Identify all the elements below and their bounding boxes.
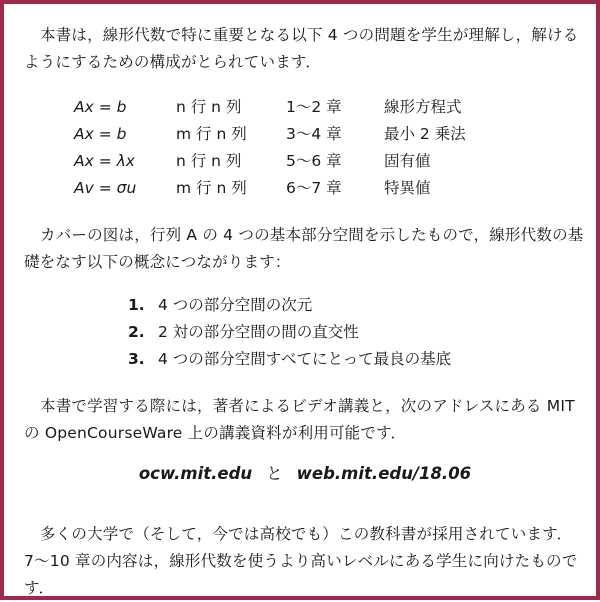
course-url: web.mit.edu/18.06 — [296, 464, 472, 483]
url-conjunction: と — [266, 464, 283, 483]
problem-row — [24, 175, 586, 202]
intro-paragraph — [24, 22, 586, 76]
list-number: 2. — [128, 323, 145, 341]
concepts-list — [128, 292, 451, 373]
problem-matrix-size: m 行 n 列 — [176, 179, 247, 197]
problem-topic: 最小 2 乗法 — [384, 125, 466, 143]
intro-text: 本書は，線形代数で特に重要となる以下 4 つの問題を学生が理解し，解けるようにするための構成がとられています． — [24, 26, 579, 71]
problem-equation: Av = σu — [74, 179, 137, 197]
lectures-text: 本書で学習する際には，著者によるビデオ講義と，次のアドレスにある MIT の OpenCourseWare 上の講義資料が利用可能です． — [24, 397, 575, 442]
problem-matrix-size: m 行 n 列 — [176, 125, 247, 143]
problem-topic: 固有値 — [384, 152, 431, 170]
problem-equation: Ax = b — [74, 125, 127, 143]
problem-chapters: 1〜2 章 — [286, 98, 342, 116]
url-line — [24, 460, 586, 488]
list-item — [128, 292, 451, 319]
problem-chapters: 3〜4 章 — [286, 125, 342, 143]
problems-table — [24, 94, 586, 202]
problem-row — [24, 148, 586, 175]
cover-text: カバーの図は，行列 A の 4 つの基本部分空間を示したもので，線形代数の基礎をなす以下の概念につながります： — [24, 226, 584, 271]
list-number: 1. — [128, 296, 145, 314]
problem-row — [24, 121, 586, 148]
list-text: 2 対の部分空間の間の直交性 — [158, 323, 359, 341]
list-text: 4 つの部分空間の次元 — [158, 296, 313, 314]
list-item — [128, 319, 451, 346]
problem-equation: Ax = λx — [74, 152, 135, 170]
problem-chapters: 6〜7 章 — [286, 179, 342, 197]
problem-row — [24, 94, 586, 121]
problem-matrix-size: n 行 n 列 — [176, 152, 242, 170]
problem-chapters: 5〜6 章 — [286, 152, 342, 170]
problem-equation: Ax = b — [74, 98, 127, 116]
problem-topic: 特異値 — [384, 179, 431, 197]
problem-matrix-size: n 行 n 列 — [176, 98, 242, 116]
list-number: 3. — [128, 350, 145, 368]
problem-topic: 線形方程式 — [384, 98, 462, 116]
adoption-text: 多くの大学で（そして，今では高校でも）この教科書が採用されています．7〜10 章の内容は，線形代数を使うより高いレベルにある学生に向けたものです． — [24, 525, 578, 597]
adoption-paragraph — [24, 521, 586, 602]
list-item — [128, 346, 451, 373]
ocw-url: ocw.mit.edu — [138, 464, 253, 483]
lectures-paragraph — [24, 393, 586, 447]
cover-paragraph — [24, 222, 586, 276]
list-text: 4 つの部分空間すべてにとって最良の基底 — [158, 350, 452, 368]
